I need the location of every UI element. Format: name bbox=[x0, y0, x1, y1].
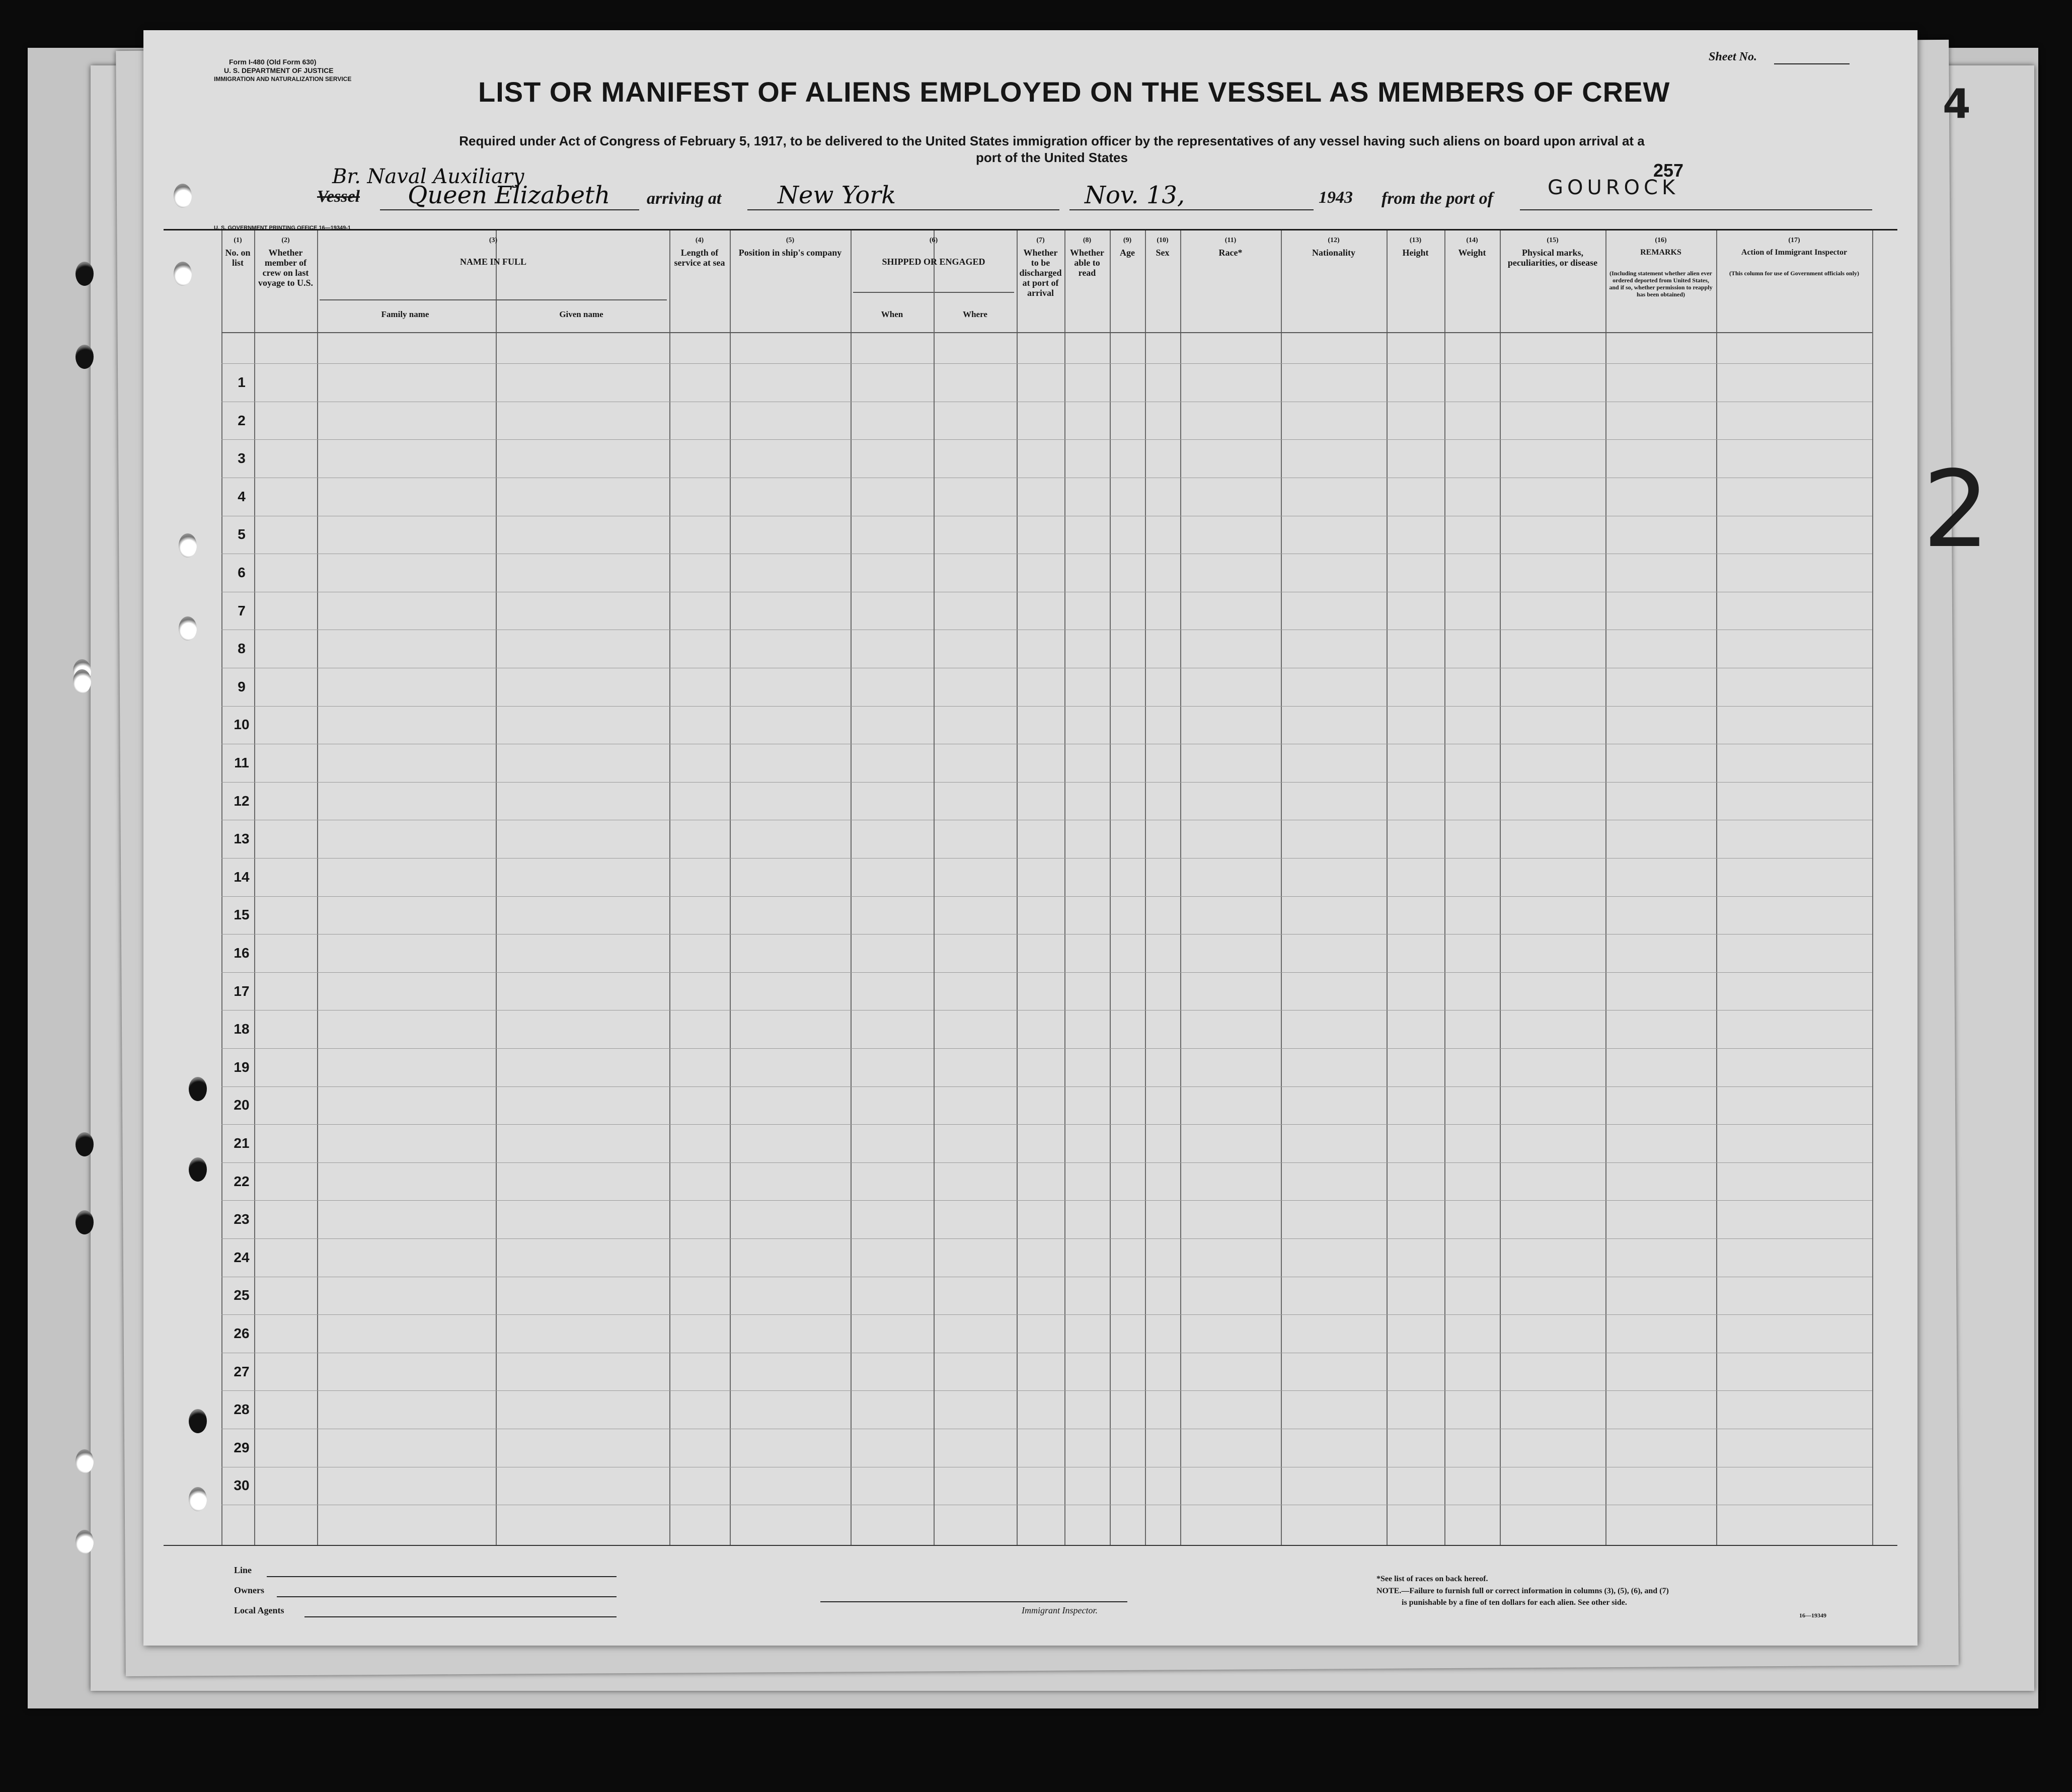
margin-mark-right: 2 bbox=[1923, 448, 1990, 571]
column-heading-note: (Including statement whether alien ever ordered deported from United States, and if so, whether permission to reapply has been obtained) bbox=[1609, 270, 1713, 298]
vessel-label: Vessel bbox=[317, 187, 360, 206]
header-rule bbox=[164, 229, 1897, 230]
column-heading: No. on list bbox=[225, 248, 251, 268]
column-heading: Whether member of crew on last voyage to U.S. bbox=[258, 248, 313, 288]
line-field[interactable] bbox=[267, 1576, 617, 1577]
row-number: 9 bbox=[238, 678, 246, 694]
row-number: 29 bbox=[234, 1439, 250, 1455]
punch-hole bbox=[75, 1449, 94, 1473]
date-field[interactable] bbox=[1069, 209, 1314, 210]
column-divider bbox=[317, 230, 318, 1545]
column-heading: NAME IN FULL bbox=[459, 257, 526, 267]
row-number: 17 bbox=[234, 983, 250, 999]
column-heading: Whether able to read bbox=[1070, 248, 1104, 278]
row-number: 20 bbox=[234, 1097, 250, 1113]
row-number: 25 bbox=[234, 1287, 250, 1303]
column-divider bbox=[496, 302, 497, 1545]
heading-rule bbox=[221, 332, 1872, 333]
owners-label: Owners bbox=[234, 1585, 264, 1595]
column-heading: REMARKS bbox=[1640, 248, 1681, 257]
column-number: (16) bbox=[1655, 237, 1667, 244]
column-heading: Race* bbox=[1218, 248, 1243, 258]
row-number: 19 bbox=[234, 1059, 250, 1075]
column-number: (10) bbox=[1157, 237, 1169, 244]
column-divider bbox=[1387, 230, 1388, 1545]
row-rule bbox=[221, 1048, 1872, 1049]
year: 1943 bbox=[1319, 188, 1353, 207]
punch-hole bbox=[179, 616, 197, 641]
punch-hole bbox=[75, 345, 94, 369]
inspector-signature-field[interactable] bbox=[820, 1601, 1127, 1602]
margin-mark-top: 4 bbox=[1943, 81, 1971, 127]
column-heading: Sex bbox=[1156, 248, 1170, 258]
row-number: 5 bbox=[238, 526, 246, 542]
arriving-field[interactable] bbox=[747, 209, 1059, 210]
row-rule bbox=[221, 1162, 1872, 1163]
punch-hole bbox=[75, 262, 94, 286]
column-number: (8) bbox=[1083, 237, 1092, 244]
column-divider bbox=[1605, 230, 1606, 1545]
sheet-no-field[interactable] bbox=[1774, 63, 1850, 64]
manifest-form bbox=[143, 30, 1917, 1646]
row-rule bbox=[221, 363, 1872, 364]
column-divider bbox=[1110, 230, 1111, 1545]
punch-hole bbox=[189, 1409, 207, 1433]
row-number: 26 bbox=[234, 1326, 250, 1341]
column-heading: Action of Immigrant Inspector bbox=[1741, 248, 1848, 257]
owners-field[interactable] bbox=[277, 1596, 617, 1597]
penalty-note-1: NOTE.—Failure to furnish full or correct information in columns (3), (5), (6), and (7) bbox=[1376, 1587, 1669, 1595]
service-name: IMMIGRATION AND NATURALIZATION SERVICE bbox=[214, 75, 352, 83]
punch-hole bbox=[189, 1077, 207, 1101]
column-number: (15) bbox=[1547, 237, 1559, 244]
department-name: U. S. DEPARTMENT OF JUSTICE bbox=[224, 66, 334, 74]
footer-rule bbox=[164, 1545, 1897, 1546]
column-heading: Age bbox=[1120, 248, 1135, 258]
row-rule bbox=[221, 1390, 1872, 1391]
races-note: *See list of races on back hereof. bbox=[1376, 1575, 1488, 1583]
column-divider bbox=[730, 230, 731, 1545]
column-number: (12) bbox=[1328, 237, 1340, 244]
printing-office: U. S. GOVERNMENT PRINTING OFFICE 16—19349-1 bbox=[214, 225, 351, 231]
row-number: 21 bbox=[234, 1135, 250, 1151]
row-number: 22 bbox=[234, 1173, 250, 1189]
penalty-note-2: is punishable by a fine of ten dollars for each alien. See other side. bbox=[1402, 1598, 1627, 1607]
column-heading: SHIPPED OR ENGAGED bbox=[882, 257, 985, 267]
column-heading-note: (This column for use of Government officials only) bbox=[1729, 270, 1860, 277]
row-number: 12 bbox=[234, 793, 250, 809]
column-divider bbox=[1017, 230, 1018, 1545]
column-divider bbox=[851, 230, 852, 1545]
column-divider bbox=[1281, 230, 1282, 1545]
column-subheading: Where bbox=[963, 309, 987, 319]
row-rule bbox=[221, 1124, 1872, 1125]
column-number: (13) bbox=[1409, 237, 1422, 244]
column-number: (9) bbox=[1123, 237, 1132, 244]
row-number: 10 bbox=[234, 717, 250, 733]
row-number: 14 bbox=[234, 869, 250, 885]
column-number: (7) bbox=[1036, 237, 1045, 244]
column-heading: Length of service at sea bbox=[674, 248, 725, 268]
column-number: (14) bbox=[1466, 237, 1478, 244]
column-number: (11) bbox=[1224, 237, 1237, 244]
column-divider bbox=[1500, 230, 1501, 1545]
column-divider bbox=[669, 230, 670, 1545]
punch-hole bbox=[75, 1132, 94, 1156]
column-heading: Physical marks, peculiarities, or disease bbox=[1507, 248, 1598, 268]
row-rule bbox=[221, 1086, 1872, 1087]
column-number: (6) bbox=[929, 237, 938, 244]
column-divider bbox=[1872, 230, 1873, 1545]
column-number: (3) bbox=[489, 237, 498, 244]
punch-hole bbox=[73, 669, 91, 693]
row-number: 15 bbox=[234, 907, 250, 923]
column-number: (1) bbox=[234, 237, 242, 244]
row-rule bbox=[221, 1200, 1872, 1201]
row-number: 4 bbox=[238, 488, 246, 504]
row-rule bbox=[221, 1314, 1872, 1315]
row-rule bbox=[221, 896, 1872, 897]
row-number: 7 bbox=[238, 602, 246, 618]
from-port-field[interactable] bbox=[1520, 209, 1872, 210]
line-label: Line bbox=[234, 1565, 252, 1575]
row-number: 28 bbox=[234, 1401, 250, 1418]
punch-hole bbox=[174, 184, 192, 208]
sheet-no-label: Sheet No. bbox=[1709, 50, 1757, 63]
punch-hole bbox=[174, 262, 192, 286]
form-title: LIST OR MANIFEST OF ALIENS EMPLOYED ON THE VESSEL AS MEMBERS OF CREW bbox=[478, 76, 1670, 108]
form-subtitle-2: port of the United States bbox=[976, 150, 1128, 165]
from-port-label: from the port of bbox=[1382, 189, 1493, 208]
row-number: 27 bbox=[234, 1363, 250, 1379]
column-subheading: Family name bbox=[381, 309, 429, 319]
punch-hole bbox=[189, 1157, 207, 1182]
vessel-annotation: Br. Naval Auxiliary bbox=[332, 165, 524, 188]
column-heading: Nationality bbox=[1312, 248, 1355, 258]
column-divider bbox=[934, 292, 935, 1545]
column-number: (5) bbox=[786, 237, 795, 244]
column-subheading: Given name bbox=[559, 309, 603, 319]
row-number: 18 bbox=[234, 1021, 250, 1037]
row-number: 3 bbox=[238, 450, 246, 466]
row-number: 1 bbox=[238, 374, 246, 390]
punch-hole bbox=[75, 1530, 94, 1554]
row-number: 24 bbox=[234, 1249, 250, 1265]
arriving-label: arriving at bbox=[647, 189, 722, 208]
local-agents-label: Local Agents bbox=[234, 1605, 284, 1615]
row-number: 8 bbox=[238, 641, 246, 657]
row-number: 6 bbox=[238, 565, 246, 580]
column-divider bbox=[1716, 230, 1717, 1545]
column-divider bbox=[1064, 230, 1065, 1545]
column-heading: Weight bbox=[1458, 248, 1486, 258]
heading-subrule bbox=[320, 299, 667, 300]
column-heading: Height bbox=[1402, 248, 1429, 258]
column-number: (2) bbox=[281, 237, 290, 244]
inspector-label: Immigrant Inspector. bbox=[1022, 1605, 1098, 1615]
column-divider bbox=[1444, 230, 1445, 1545]
arriving-port: New York bbox=[778, 181, 896, 209]
row-rule bbox=[221, 706, 1872, 707]
column-heading: Whether to be discharged at port of arrival bbox=[1019, 248, 1062, 298]
row-rule bbox=[221, 1238, 1872, 1239]
from-port: GOUROCK bbox=[1548, 176, 1679, 199]
row-number: 16 bbox=[234, 945, 250, 961]
form-number: Form I-480 (Old Form 630) bbox=[229, 58, 317, 66]
column-divider bbox=[1180, 230, 1181, 1545]
row-number: 11 bbox=[234, 755, 249, 770]
form-subtitle: Required under Act of Congress of February 5, 1917, to be delivered to the United States immigration officer by the representatives of any vessel having such aliens on board upon arrival at a bbox=[459, 133, 1645, 148]
form-code: 16—19349 bbox=[1799, 1612, 1826, 1619]
row-number: 30 bbox=[234, 1477, 250, 1494]
arrival-date: Nov. 13, bbox=[1085, 181, 1185, 209]
vessel-name: Queen Elizabeth bbox=[408, 181, 610, 209]
column-number: (17) bbox=[1788, 237, 1800, 244]
row-rule bbox=[221, 858, 1872, 859]
row-number: 2 bbox=[238, 412, 246, 428]
punch-hole bbox=[179, 533, 197, 558]
column-divider bbox=[1145, 230, 1146, 1545]
row-number: 23 bbox=[234, 1211, 250, 1227]
page-number: 257 bbox=[1653, 160, 1684, 181]
row-rule bbox=[221, 439, 1872, 440]
vessel-field[interactable] bbox=[380, 209, 639, 210]
row-rule bbox=[221, 972, 1872, 973]
punch-hole bbox=[189, 1487, 207, 1511]
column-subheading: When bbox=[881, 309, 903, 319]
row-rule bbox=[221, 782, 1872, 783]
punch-hole bbox=[75, 1210, 94, 1234]
column-heading: Position in ship's company bbox=[738, 248, 842, 258]
column-number: (4) bbox=[695, 237, 704, 244]
local-agents-field[interactable] bbox=[304, 1616, 617, 1617]
row-number: 13 bbox=[234, 831, 250, 847]
